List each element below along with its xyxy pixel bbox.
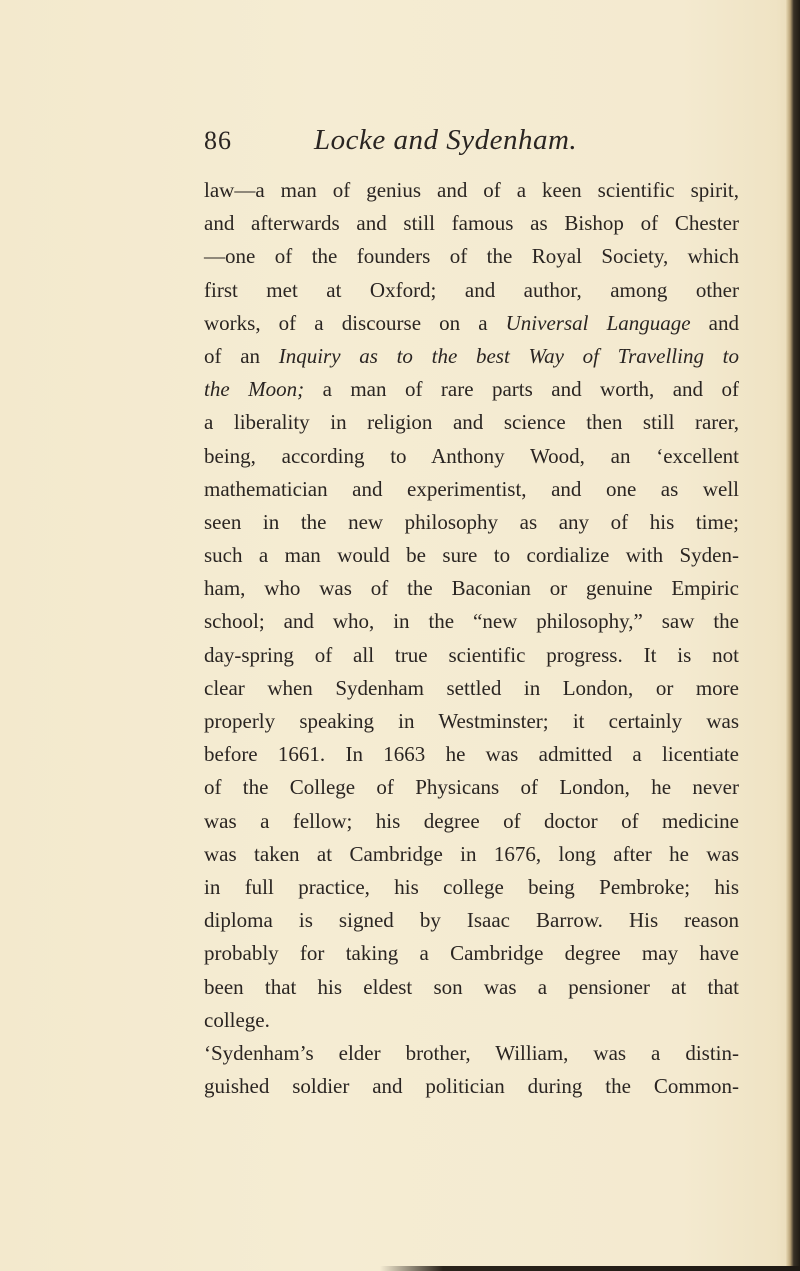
- text-fragment: and: [690, 310, 740, 335]
- text-line: of the College of Physicans of London, he never: [204, 775, 739, 800]
- text-line: in full practice, his college being Pembroke; his: [204, 874, 739, 899]
- book-title-inquiry: Inquiry as to the best Way of Travelling to: [278, 343, 739, 368]
- text-line: been that his eldest son was a pensioner at that: [204, 974, 739, 999]
- text-line: was a fellow; his degree of doctor of medicine: [204, 808, 739, 833]
- text-line: mathematician and experimentist, and one as well: [204, 476, 739, 501]
- text-line: and afterwards and still famous as Bishop of Chester: [204, 211, 739, 236]
- text-line: first met at Oxford; and author, among other: [204, 277, 739, 302]
- text-line: [204, 307, 739, 340]
- text-fragment: a man of rare parts and worth, and of: [304, 377, 739, 402]
- text-line: [204, 373, 739, 406]
- book-title-inquiry-cont: the Moon;: [204, 377, 305, 402]
- text-line: a liberality in religion and science then still rarer,: [204, 410, 739, 435]
- text-fragment: works, of a discourse on a: [204, 310, 506, 335]
- page-header: [204, 124, 577, 164]
- text-line: probably for taking a Cambridge degree may have: [204, 941, 739, 966]
- text-fragment: of an: [204, 343, 279, 368]
- text-line: —one of the founders of the Royal Society, which: [204, 244, 739, 269]
- text-line: college.: [204, 1007, 270, 1032]
- text-line: seen in the new philosophy as any of his time;: [204, 509, 739, 534]
- text-line: was taken at Cambridge in 1676, long after he was: [204, 841, 739, 866]
- text-line: guished soldier and politician during the Common-: [204, 1074, 739, 1099]
- text-line: law—a man of genius and of a keen scientific spirit,: [204, 178, 739, 202]
- running-head: Locke and Sydenham.: [314, 124, 578, 156]
- text-line: being, according to Anthony Wood, an ‘excellent: [204, 443, 739, 468]
- text-line: ‘Sydenham’s elder brother, William, was a distin-: [204, 1040, 739, 1065]
- book-title-universal-language: Universal Language: [505, 310, 691, 335]
- bottom-shadow-rule: [380, 1266, 800, 1271]
- text-line: [204, 340, 739, 373]
- page-number: 86: [204, 126, 232, 155]
- text-line: diploma is signed by Isaac Barrow. His reason: [204, 908, 739, 933]
- body-text: [204, 174, 739, 1103]
- text-line: clear when Sydenham settled in London, or more: [204, 675, 739, 700]
- text-line: ham, who was of the Baconian or genuine Empiric: [204, 576, 739, 601]
- text-line: before 1661. In 1663 he was admitted a licentiate: [204, 742, 739, 767]
- text-line: properly speaking in Westminster; it certainly was: [204, 709, 739, 733]
- text-line: day-spring of all true scientific progress. It is not: [204, 642, 739, 667]
- text-line: such a man would be sure to cordialize with Syden-: [204, 543, 739, 568]
- page-binding-edge: [786, 0, 800, 1271]
- text-line: school; and who, in the “new philosophy,” saw the: [204, 609, 739, 634]
